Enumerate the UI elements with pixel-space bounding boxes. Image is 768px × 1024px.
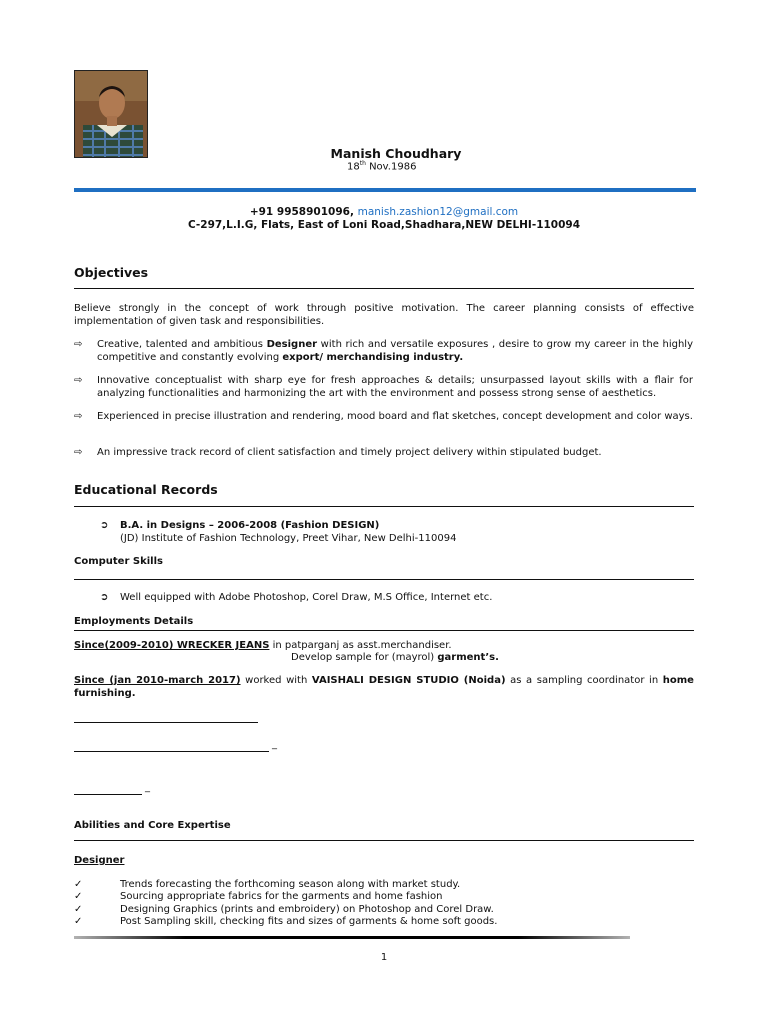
contact-line xyxy=(0,206,768,218)
employment-entry-1: Since(2009-2010) WRECKER JEANS in patparganj as asst.merchandiser. xyxy=(74,640,452,651)
dash-mark: _ xyxy=(272,739,277,750)
arrow-bullet-icon: ➲ xyxy=(100,520,109,531)
arrow-bullet-icon: ⇨ xyxy=(74,339,83,350)
arrow-bullet-icon: ➲ xyxy=(100,592,109,603)
arrow-bullet-icon: ⇨ xyxy=(74,375,83,386)
objective-item xyxy=(0,447,768,462)
ability-item: Post Sampling skill, checking fits and sizes of garments & home soft goods. xyxy=(120,916,498,927)
phone-number: +91 9958901096, xyxy=(249,206,354,218)
blank-line xyxy=(74,794,142,795)
objective-item xyxy=(0,339,768,369)
check-icon: ✓ xyxy=(74,916,83,927)
degree: B.A. in Designs – 2006-2008 (Fashion DESIGN) xyxy=(120,520,380,531)
objective-text: Creative, talented and ambitious Designer with rich and versatile exposures , desire to grow my career in the highly competitive and constantly evolving export/ merchandising industry. xyxy=(97,339,693,363)
computer-skills-heading: Computer Skills xyxy=(74,556,163,567)
check-icon: ✓ xyxy=(74,879,83,890)
designer-subheading: Designer xyxy=(74,855,125,866)
ability-item: Trends forecasting the forthcoming season along with market study. xyxy=(120,879,461,890)
email-link[interactable]: manish.zashion12@gmail.com xyxy=(357,206,519,218)
arrow-bullet-icon: ⇨ xyxy=(74,411,83,422)
employment-entry-2: Since (jan 2010-march 2017) worked with VAISHALI DESIGN STUDIO (Noida) as a sampling coordinator in home furnishing. xyxy=(74,675,694,699)
computer-skills-text: Well equipped with Adobe Photoshop, Corel Draw, M.S Office, Internet etc. xyxy=(120,592,493,603)
page-number: 1 xyxy=(380,952,388,963)
computer-skills-rule xyxy=(74,579,694,580)
portrait-image xyxy=(75,71,148,158)
arrow-bullet-icon: ⇨ xyxy=(74,447,83,458)
education-heading: Educational Records xyxy=(74,482,218,497)
employment-rule xyxy=(74,630,694,631)
objectives-rule xyxy=(74,288,694,289)
candidate-name: Manish Choudhary xyxy=(330,146,462,161)
employment-entry-1-detail: Develop sample for (mayrol) garment’s. xyxy=(291,652,499,663)
ability-item: Designing Graphics (prints and embroidery) on Photoshop and Corel Draw. xyxy=(120,904,494,915)
education-rule xyxy=(74,506,694,507)
abilities-rule xyxy=(74,840,694,841)
objectives-intro: Believe strongly in the concept of work through positive motivation. The career planning consists of effective implementation of given task and responsibilities. xyxy=(74,303,694,327)
address: C-297,L.I.G, Flats, East of Loni Road,Shadhara,NEW DELHI-110094 xyxy=(187,219,581,231)
objective-text: Experienced in precise illustration and rendering, mood board and flat sketches, concept development and color ways. xyxy=(97,411,693,422)
blank-line xyxy=(74,722,258,723)
institute: (JD) Institute of Fashion Technology, Preet Vihar, New Delhi-110094 xyxy=(120,533,457,544)
date-of-birth: 18th Nov.1986 xyxy=(347,160,417,173)
abilities-heading: Abilities and Core Expertise xyxy=(74,820,231,831)
objective-text: An impressive track record of client satisfaction and timely project delivery within stipulated budget. xyxy=(97,447,602,458)
footer-divider xyxy=(74,936,630,939)
objective-item xyxy=(0,375,768,405)
ability-item: Sourcing appropriate fabrics for the garments and home fashion xyxy=(120,891,443,902)
blank-line xyxy=(74,751,269,752)
employment-heading: Employments Details xyxy=(74,616,194,627)
dash-mark: _ xyxy=(145,782,150,793)
objective-text: Innovative conceptualist with sharp eye for fresh approaches & details; unsurpassed layout skills with a flair for analyzing functionalities and harmonizing the art with the environment and possess strong sense of aesthetics. xyxy=(97,375,693,399)
header-divider xyxy=(74,188,696,192)
check-icon: ✓ xyxy=(74,891,83,902)
objectives-heading: Objectives xyxy=(74,265,149,280)
check-icon: ✓ xyxy=(74,904,83,915)
objective-item xyxy=(0,411,768,441)
profile-photo xyxy=(74,70,148,158)
